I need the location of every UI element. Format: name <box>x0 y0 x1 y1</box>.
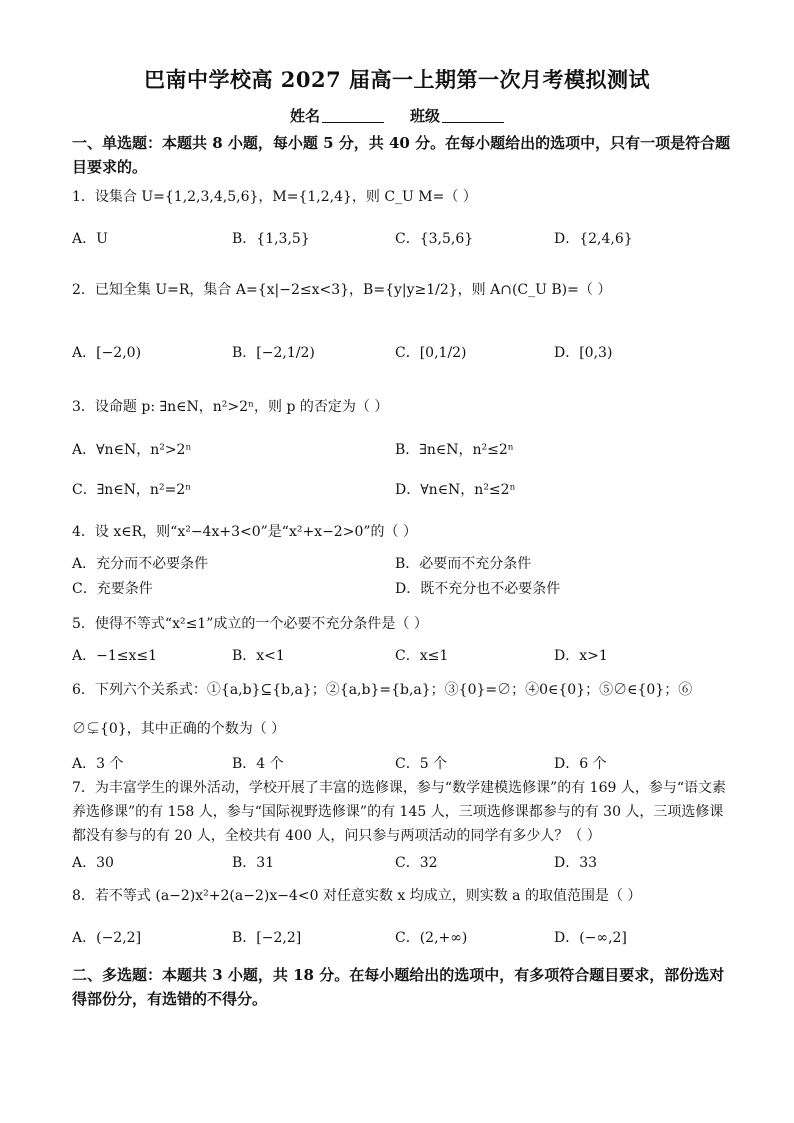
question-8-option-c: C．(2,+∞) <box>395 930 468 946</box>
name-field <box>290 105 384 126</box>
question-4-option-a: A．充分而不必要条件 <box>72 556 209 572</box>
question-7-option-b: B．31 <box>232 855 275 871</box>
question-2-option-c: C．[0,1/2) <box>395 345 467 361</box>
question-5-option-b: B．x<1 <box>232 648 285 664</box>
question-8-option-b: B．[−2,2] <box>232 930 302 946</box>
question-2-option-b: B．[−2,1/2) <box>232 345 315 361</box>
question-6-option-a: A．3 个 <box>72 756 124 772</box>
class-blank <box>442 108 504 123</box>
question-7-option-c: C．32 <box>395 855 438 871</box>
name-blank <box>322 108 384 123</box>
question-2-stem: 2．已知全集 U=R，集合 A={x|−2≤x<3}，B={y|y≥1/2}，则 A∩(C_U B)=（ ） <box>72 282 612 298</box>
question-3-option-d: D．∀n∈N，n²≤2ⁿ <box>395 482 516 498</box>
question-3-stem: 3．设命题 p: ∃n∈N，n²>2ⁿ，则 p 的否定为（ ） <box>72 399 389 415</box>
question-6-stem-line-1: 6．下列六个关系式：①{a,b}⊆{b,a}；②{a,b}={b,a}；③{0}=∅；④0∈{0}；⑤∅∈{0}；⑥ <box>72 682 693 698</box>
question-2-option-a: A．[−2,0) <box>72 345 142 361</box>
question-6-option-c: C．5 个 <box>395 756 448 772</box>
question-5-option-a: A．−1≤x≤1 <box>72 648 158 664</box>
question-6-option-d: D．6 个 <box>554 756 607 772</box>
class-field <box>410 105 504 126</box>
section-1-heading: 一、单选题：本题共 8 小题，每小题 5 分，共 40 分。在每小题给出的选项中，只有一项是符合题目要求的。 <box>72 134 731 176</box>
section-2-heading: 二、多选题：本题共 3 小题，共 18 分。在每小题给出的选项中，有多项符合题目要求，部份选对得部份分，有选错的不得分。 <box>72 966 725 1008</box>
question-3-option-b: B．∃n∈N，n²≤2ⁿ <box>395 442 514 458</box>
question-7-stem: 7．为丰富学生的课外活动，学校开展了丰富的选修课，参与“数学建模选修课”的有 169 人，参与“语文素养选修课”的有 158 人，参与“国际视野选修课”的有 145 人，三项选修课都参与的有 30 人，三项选修课都没有参与的有 20 人，全校共有 400 人，问只参与两项活动的同学有多少人？（ ） <box>72 780 726 844</box>
question-5-option-d: D．x>1 <box>554 648 608 664</box>
question-8-option-d: D．(−∞,2] <box>554 930 627 946</box>
question-6-stem-line-2: ∅⊊{0}，其中正确的个数为（ ） <box>72 721 286 737</box>
question-8-option-a: A．(−2,2] <box>72 930 142 946</box>
question-1-option-c: C．{3,5,6} <box>395 231 474 247</box>
question-1-option-a: A．U <box>72 231 108 247</box>
question-4-option-c: C．充要条件 <box>72 581 153 597</box>
question-6-option-b: B．4 个 <box>232 756 284 772</box>
question-3-option-a: A．∀n∈N，n²>2ⁿ <box>72 442 192 458</box>
name-label: 姓名 <box>290 107 321 125</box>
question-1-option-d: D．{2,4,6} <box>554 231 633 247</box>
question-4-option-d: D．既不充分也不必要条件 <box>395 581 561 597</box>
exam-title: 巴南中学校高 2027 届高一上期第一次月考模拟测试 <box>143 67 651 92</box>
question-2-option-d: D．[0,3) <box>554 345 613 361</box>
question-5-stem: 5．使得不等式“x²≤1”成立的一个必要不充分条件是（ ） <box>72 616 428 632</box>
question-7-option-d: D．33 <box>554 855 598 871</box>
question-1-stem: 1．设集合 U={1,2,3,4,5,6}，M={1,2,4}，则 C_U M=（ ） <box>72 189 477 205</box>
question-4-stem: 4．设 x∈R，则“x²−4x+3<0”是“x²+x−2>0”的（ ） <box>72 524 417 540</box>
question-4-option-b: B．必要而不充分条件 <box>395 556 532 572</box>
question-7-option-a: A．30 <box>72 855 114 871</box>
class-label: 班级 <box>410 107 441 125</box>
question-3-option-c: C．∃n∈N，n²=2ⁿ <box>72 482 192 498</box>
question-8-stem: 8．若不等式 (a−2)x²+2(a−2)x−4<0 对任意实数 x 均成立，则实数 a 的取值范围是（ ） <box>72 888 642 904</box>
question-1-option-b: B．{1,3,5} <box>232 231 310 247</box>
question-5-option-c: C．x≤1 <box>395 648 449 664</box>
